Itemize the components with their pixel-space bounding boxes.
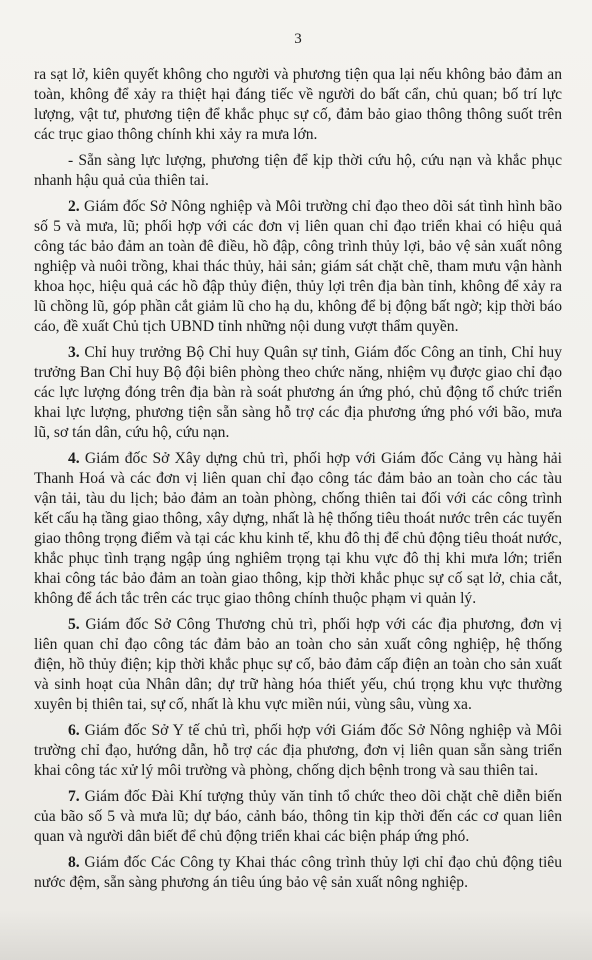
paragraph-item-4 xyxy=(34,449,562,609)
item-number: 7. xyxy=(68,788,80,805)
paragraph-text: Giám đốc Sở Công Thương chủ trì, phối hợp với các địa phương, đơn vị liên quan chỉ đạo công tác đảm bảo an toàn cho sản xuất công nghiệp, hệ thống điện, hồ thủy điện; kịp thời khắc phục sự cố, bảo đảm cấp điện an toàn cho sản xuất và sinh hoạt của Nhân dân; dự trữ hàng hóa thiết yếu, chú trọng khu vực thường xuyên bị thiên tai, sự cố, nhất là khu vực miền núi, vùng sâu, vùng xa. xyxy=(34,616,562,713)
paragraph-item-8 xyxy=(34,853,562,893)
item-number: 2. xyxy=(68,198,80,215)
item-number: 8. xyxy=(68,854,80,871)
paragraph-text: Giám đốc Đài Khí tượng thủy văn tỉnh tổ chức theo dõi chặt chẽ diễn biến của bão số 5 và mưa lũ; dự báo, cảnh báo, thông tin kịp thời đến các cơ quan liên quan và người dân biết để chủ động triển khai các biện pháp ứng phó. xyxy=(34,788,562,845)
item-number: 5. xyxy=(68,616,80,633)
item-number: 6. xyxy=(68,722,80,739)
paragraph-text: - Sẵn sàng lực lượng, phương tiện để kịp thời cứu hộ, cứu nạn và khắc phục nhanh hậu quả của thiên tai. xyxy=(34,152,562,189)
paragraph-text: Giám đốc Sở Nông nghiệp và Môi trường chỉ đạo theo dõi sát tình hình bão số 5 và mưa, lũ; phối hợp với các đơn vị liên quan chỉ đạo triển khai có hiệu quả công tác bảo đảm an toàn đê điều, hồ đập, công trình thủy lợi, bảo vệ sản xuất nông nghiệp và nuôi trồng, khai thác thủy, hải sản; giám sát chặt chẽ, tham mưu vận hành khoa học, hiệu quả các hồ đập thủy điện, thủy lợi trên địa bàn tỉnh, không để xảy ra lũ chồng lũ, góp phần cắt giảm lũ cho hạ du, không để bị động bất ngờ; kịp thời báo cáo, đề xuất Chủ tịch UBND tỉnh những nội dung vượt thẩm quyền. xyxy=(34,198,562,335)
page-number: 3 xyxy=(294,31,302,47)
paragraph-item-7 xyxy=(34,787,562,847)
paragraph-text: Giám đốc Sở Xây dựng chủ trì, phối hợp với Giám đốc Cảng vụ hàng hải Thanh Hoá và các đơn vị liên quan chỉ đạo công tác đảm bảo an toàn cho các tàu vận tải, tàu du lịch; bảo đảm an toàn phòng, chống thiên tai đối với các công trình kết cấu hạ tầng giao thông, xây dựng, nhất là hệ thống tiêu thoát nước trên các tuyến giao thông trọng điểm và tại các khu kinh tế, khu đô thị để chủ động tiêu thoát nước, khắc phục tình trạng ngập úng nghiêm trọng tại khu vực đô thị khi mưa lớn; triển khai công tác bảo đảm an toàn giao thông, kịp thời khắc phục sự cố sạt lở, chia cắt, không để ách tắc trên các trục giao thông chính thuộc phạm vi quản lý. xyxy=(34,450,562,607)
paragraph-text: ra sạt lở, kiên quyết không cho người và phương tiện qua lại nếu không bảo đảm an toàn, không để xảy ra thiệt hại đáng tiếc về người do bất cẩn, chủ quan; bố trí lực lượng, vật tư, phương tiện để khắc phục sự cố, đảm bảo giao thông thông suốt trên các trục giao thông chính khi xảy ra mưa lớn. xyxy=(34,66,562,143)
paragraph-text: Giám đốc Các Công ty Khai thác công trình thủy lợi chỉ đạo chủ động tiêu nước đệm, sẵn sàng phương án tiêu úng bảo vệ sản xuất nông nghiệp. xyxy=(34,854,562,891)
item-number: 3. xyxy=(68,344,80,361)
item-number: 4. xyxy=(68,450,80,467)
paragraph-item-5 xyxy=(34,615,562,715)
paragraph-item-2 xyxy=(34,197,562,337)
paragraph-rescue-readiness xyxy=(34,151,562,191)
paragraph-text: Giám đốc Sở Y tế chủ trì, phối hợp với Giám đốc Sở Nông nghiệp và Môi trường chỉ đạo, hướng dẫn, hỗ trợ các địa phương, đơn vị liên quan sẵn sàng triển khai công tác xử lý môi trường và phòng, chống dịch bệnh trong và sau thiên tai. xyxy=(34,722,562,779)
paragraph-item-3 xyxy=(34,343,562,443)
paragraph-item-6 xyxy=(34,721,562,781)
paragraph-continuation xyxy=(34,65,562,145)
paragraph-text: Chỉ huy trưởng Bộ Chỉ huy Quân sự tỉnh, Giám đốc Công an tỉnh, Chỉ huy trưởng Ban Chỉ huy Bộ đội biên phòng theo chức năng, nhiệm vụ được giao chỉ đạo các lực lượng đóng trên địa bàn rà soát phương án ứng phó, chủ động tổ chức triển khai lực lượng, phương tiện sẵn sàng hỗ trợ các địa phương ứng phó với bão, mưa lũ, sơ tán dân, cứu hộ, cứu nạn. xyxy=(34,344,562,441)
